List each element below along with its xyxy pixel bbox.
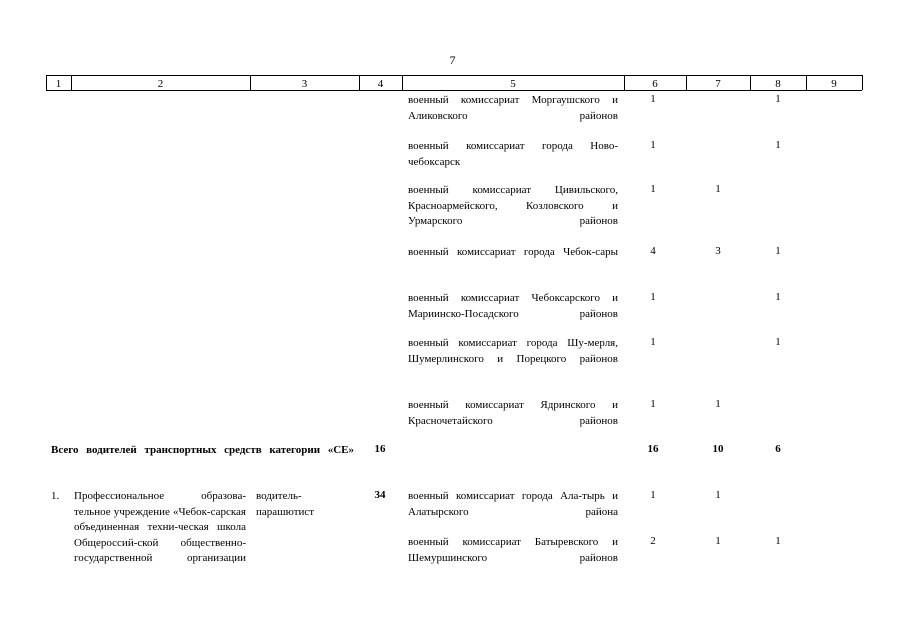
commissariat-cell: военный комиссариат города Ала-тырь и Алатырского района [408, 490, 618, 518]
commissariat-cell: военный комиссариат Ядринского и Красночетайского районов [408, 399, 618, 427]
col8-value: 1 [775, 291, 781, 303]
col6-value: 1 [650, 93, 656, 105]
commissariat-cell: военный комиссариат города Шу-мерля, Шумерлинского и Порецкого районов [408, 337, 618, 365]
entry-index: 1. [51, 490, 60, 502]
commissariat-cell: военный комиссариат Батыревского и Шемуршинского районов [408, 536, 618, 564]
col8-value: 1 [775, 535, 781, 547]
total-col8-value: 6 [775, 443, 781, 455]
col6-value: 1 [650, 139, 656, 151]
column-header-9: 9 [831, 78, 837, 90]
col6-value: 1 [650, 398, 656, 410]
col6-value: 2 [650, 535, 656, 547]
column-header-8: 8 [775, 78, 781, 90]
col7-value: 1 [715, 535, 721, 547]
column-header-3: 3 [301, 78, 308, 90]
institution-name: Профессиональное образова-тельное учреждение «Чебок-сарская объединенная техни-ческая школа Общероссий-ской общественно-государственной организации [74, 490, 246, 564]
commissariat-cell: военный комиссариат города Ново-чебоксарск [408, 140, 618, 168]
total-col4-value: 16 [374, 443, 386, 455]
col6-value: 4 [650, 245, 656, 257]
column-header-1: 1 [55, 78, 62, 90]
page-number: 7 [449, 53, 456, 67]
col8-value: 1 [775, 336, 781, 348]
col7-value: 1 [715, 398, 721, 410]
col8-value: 1 [775, 139, 781, 151]
col-divider [862, 75, 863, 90]
col6-value: 1 [650, 489, 656, 501]
col7-value: 1 [715, 183, 721, 195]
header-top-rule [46, 75, 862, 76]
commissariat-cell: военный комиссариат Чебоксарского и Мариинско-Посадского районов [408, 292, 618, 320]
col6-value: 1 [650, 336, 656, 348]
column-header-5: 5 [510, 78, 516, 90]
total-col6-value: 16 [647, 443, 659, 455]
col6-value: 1 [650, 183, 656, 195]
column-header-7: 7 [715, 78, 721, 90]
col6-value: 1 [650, 291, 656, 303]
header-bottom-rule [46, 90, 862, 91]
commissariat-cell: военный комиссариат города Чебок-сары [408, 246, 618, 258]
institution-col4-value: 34 [374, 489, 386, 501]
col8-value: 1 [775, 93, 781, 105]
column-header-4: 4 [377, 78, 384, 90]
col7-value: 3 [715, 245, 721, 257]
col7-value: 1 [715, 489, 721, 501]
commissariat-cell: военный комиссариат Моргаушского и Аликовского районов [408, 94, 618, 122]
column-header-6: 6 [652, 78, 658, 90]
total-col7-value: 10 [712, 443, 724, 455]
col8-value: 1 [775, 245, 781, 257]
specialty-cell: водитель-парашютист [256, 490, 315, 518]
total-label: Всего водителей транспортных средств категории «CE» [51, 444, 354, 456]
column-header-2: 2 [157, 78, 164, 90]
commissariat-cell: военный комиссариат Цивильского, Красноармейского, Козловского и Урмарского районов [408, 184, 618, 227]
